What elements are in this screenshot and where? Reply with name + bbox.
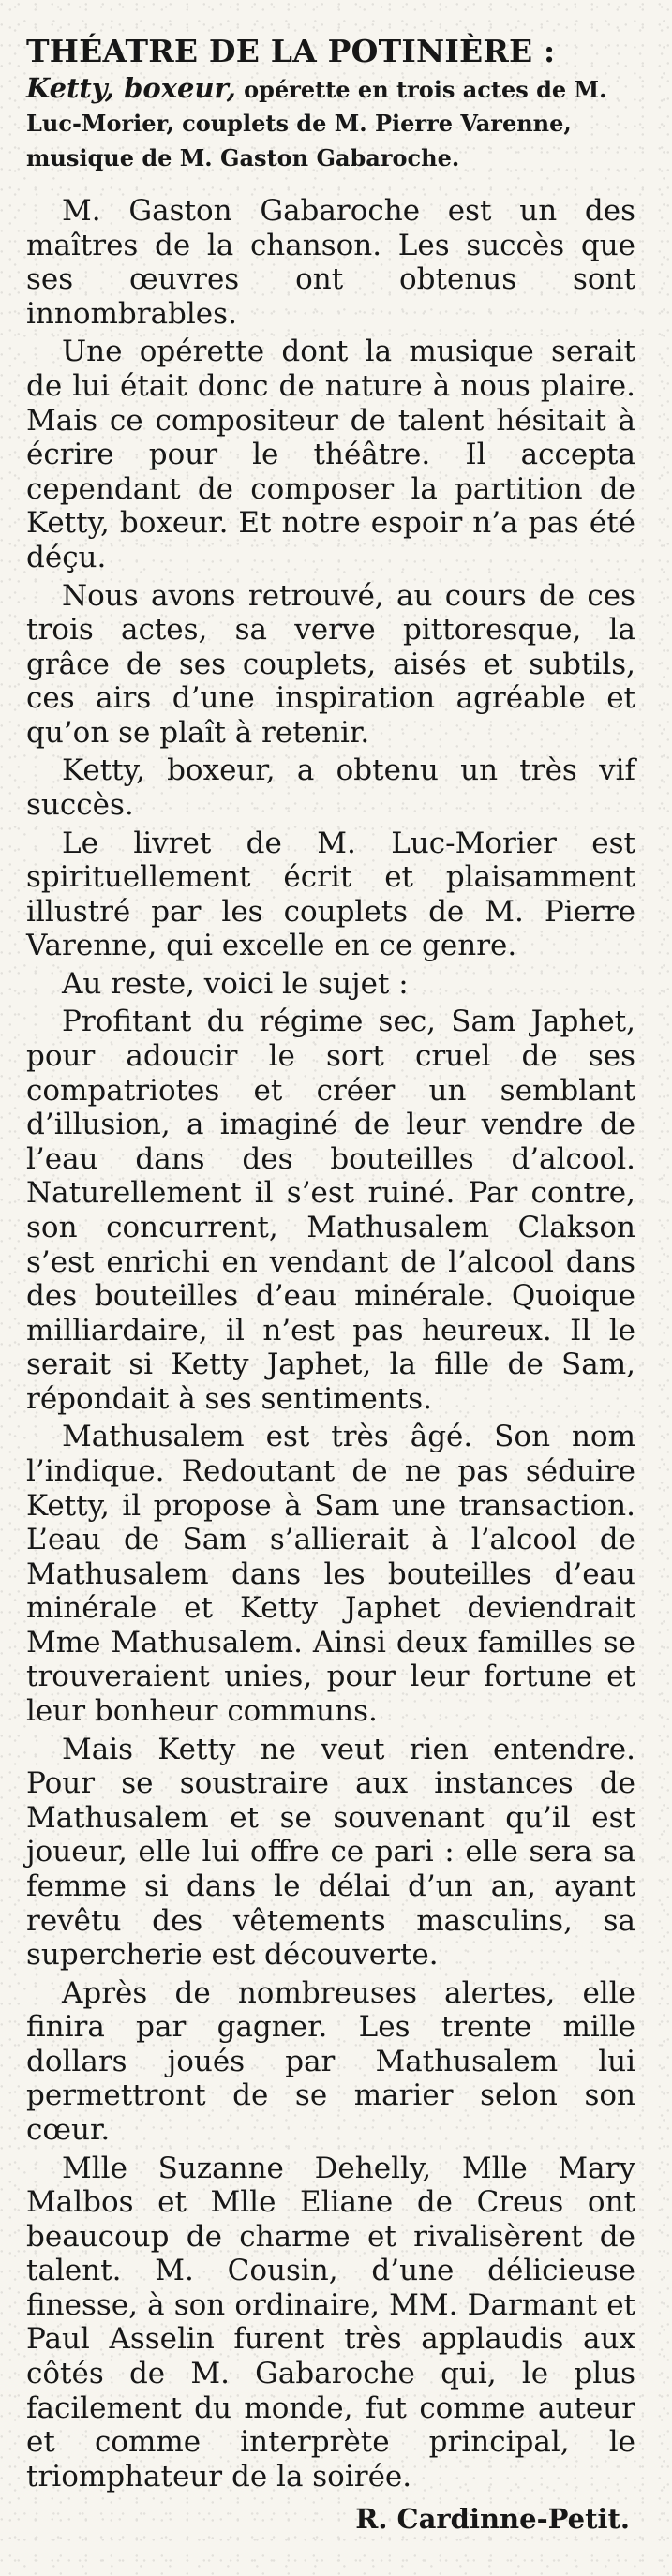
- paragraph-1: M. Gaston Gabaroche est un des maîtres de la chanson. Les succès que ses œuvres ont obtenus sont innombrables.: [26, 194, 635, 331]
- paragraph-2: Une opérette dont la musique serait de lui était donc de nature à nous plaire. Mais ce compositeur de talent hésitait à écrire pour le théâtre. Il accepta cependant de composer la partition de Ketty, boxeur. Et notre espoir n’a pas été déçu.: [26, 335, 635, 574]
- paragraph-10: Après de nombreuses alertes, elle finira par gagner. Les trente mille dollars joués par Mathusalem lui permettront de se marier selon son cœur.: [26, 1975, 635, 2147]
- paragraph-11: Mlle Suzanne Dehelly, Mlle Mary Malbos et Mlle Eliane de Creus ont beaucoup de charme et rivalisèrent de talent. M. Cousin, d’une délicieuse finesse, à son ordinaire, MM. Darmant et Paul Asselin furent très applaudis aux côtés de M. Gabaroche qui, le plus facilement du monde, fut comme auteur et comme interprète principal, le triomphateur de la soirée.: [26, 2151, 635, 2494]
- paragraph-8: Mathusalem est très âgé. Son nom l’indique. Redoutant de ne pas séduire Ketty, il propose à Sam une transaction. L’eau de Sam s’allierait à l’alcool de Mathusalem dans les bouteilles d’eau minérale et Ketty Japhet deviendrait Mme Mathusalem. Ainsi deux familles se trouveraient unies, pour leur fortune et leur bonheur communs.: [26, 1420, 635, 1729]
- paragraph-4: Ketty, boxeur, a obtenu un très vif succès.: [26, 753, 635, 822]
- paragraph-9: Mais Ketty ne veut rien entendre. Pour se soustraire aux instances de Mathusalem et se souvenant qu’il est joueur, elle lui offre ce pari : elle sera sa femme si dans le délai d’un an, ayant revêtu des vêtements masculins, sa supercherie est découverte.: [26, 1732, 635, 1973]
- article-column: [26, 32, 635, 2535]
- theatre-title: THÉATRE DE LA POTINIÈRE :: [26, 33, 556, 69]
- play-title: Ketty, boxeur,: [26, 71, 236, 104]
- article-body: [26, 194, 635, 2494]
- article-headline: [26, 32, 635, 173]
- paragraph-3: Nous avons retrouvé, au cours de ces trois actes, sa verve pittoresque, la grâce de ses couplets, aisés et subtils, ces airs d’une inspiration agréable et qu’on se plaît à retenir.: [26, 578, 635, 750]
- paragraph-7: Profitant du régime sec, Sam Japhet, pour adoucir le sort cruel de ses compatriotes et créer un semblant d’illusion, a imaginé de leur vendre de l’eau dans des bouteilles d’alcool. Naturellement il s’est ruiné. Par contre, son concurrent, Mathusalem Clakson s’est enrichi en vendant de l’alcool dans des bouteilles d’eau minérale. Quoique milliardaire, il n’est pas heureux. Il le serait si Ketty Japhet, la fille de Sam, répondait à ses sentiments.: [26, 1005, 635, 1416]
- paragraph-6: Au reste, voici le sujet :: [62, 966, 409, 1001]
- headline-credits: opérette en trois actes de M. Luc-Morier, couplets de M. Pierre Varenne, musique de M. Gaston Gabaroche.: [26, 75, 607, 171]
- paragraph-5: Le livret de M. Luc-Morier est spirituellement écrit et plaisamment illustré par les couplets de M. Pierre Varenne, qui excelle en ce genre.: [26, 826, 635, 963]
- author-signature: R. Cardinne-Petit.: [355, 2503, 630, 2536]
